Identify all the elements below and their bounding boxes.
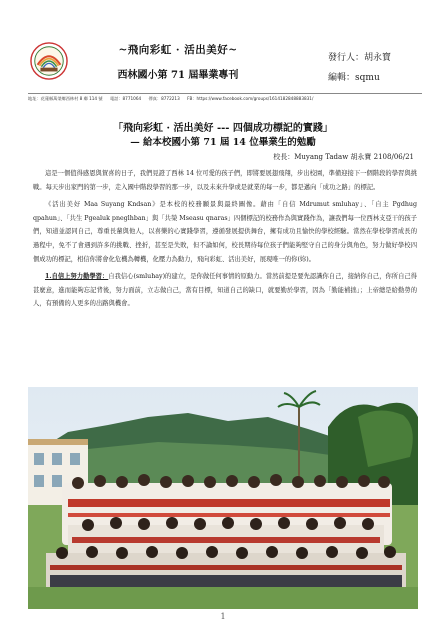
publication-info [328, 48, 423, 88]
paragraph-1: 這是一個值得感恩與賀喜的日子，我們見證了西林 14 位可愛的孩子們，即將要展翅飛翔，步出校園，準備迎接下一個階段的學習與挑戰。每天步出家門的第一步，走入國中階段學習的那一步，以及未來升學或是就業的每一步，都是邁向「成功之路」的標記。 [33, 170, 417, 191]
contact-line [28, 93, 422, 102]
editor-row: 編輯：sqmu [328, 73, 380, 83]
article-byline: 校長：Muyang Tadaw 胡永寶 2108/06/21 [273, 153, 414, 161]
school-logo-icon [30, 42, 68, 80]
issue-title: 西林國小第 71 屆畢業專刊 [117, 70, 239, 81]
phone: 電話：8771064 [109, 96, 142, 101]
masthead-text [98, 42, 258, 81]
group-photo-icon [28, 387, 418, 609]
article-title: 「飛向彩虹 · 活出美好 --- 四個成功標記的實踐」 [113, 123, 333, 134]
masthead-title: ~飛向彩虹 · 活出美好~ [118, 44, 238, 56]
page-number: 1 [220, 612, 226, 621]
masthead [28, 38, 420, 98]
paragraph-3 [33, 270, 417, 311]
address: 地址：花蓮縣萬榮鄉西林村 8 鄰 114 號 [28, 96, 103, 101]
article-body [33, 167, 417, 315]
publisher-name: 胡永寶 [364, 53, 392, 63]
website-link[interactable]: FB：https://www.facebook.com/groups/1614182848883831/ [187, 96, 314, 101]
fax: 傳真：8772213 [148, 96, 180, 101]
point-1-text: 自我信心(smluhay)的建立，是你做任何事情的原動力。當然前提是要先認識你自己，接納你自己，你所自己得甚麼意，進而能夠忘記背後，努力面前，立志做自己，當有目標，知道自己的缺口，就要勤於學習，因為「勤能補拙」；上帝總是給勤勞的人，有預備的人更多的出路與機會。 [33, 273, 417, 308]
publisher-row: 發行人：胡永寶 [328, 53, 392, 63]
paragraph-2: 《活出美好 Maa Suyang Kndsan》是本校的校務願景與最終圖像。藉由「自信 Mdrumut smluhay」、「自主 Pgdhug qpahun」、「共生 Pgealuk pneglhban」與「共榮 Mseasu qnaras」四個標記的校務作為與實踐作為，讓我們每一位西林支亞干的孩子們，知道並認同自己，尊重長輩與他人，以喜樂的心實踐學習，遵循發展提供舞台，擁有成功且愉快的學校經驗。當然在學校學習成長的過程中，免不了會遇到許多的挑戰、挫折，甚至是失敗，但不論如何，校長期待每位孩子們能夠堅守自己的身分與角色，努力做好學校四個成功的標記，相信你將會化危機為轉機，化壓力為動力，飛向彩虹、活出美好，展現唯一的你(妳)。 [33, 201, 417, 263]
article-subtitle: — 給本校國小第 71 屆 14 位畢業生的勉勵 [130, 137, 316, 148]
editor-label: 編輯 [328, 73, 347, 83]
publisher-label: 發行人 [328, 53, 356, 63]
point-1-label: 1.自信上努力勤學習： [45, 273, 109, 281]
editor-name: sqmu [355, 73, 380, 83]
